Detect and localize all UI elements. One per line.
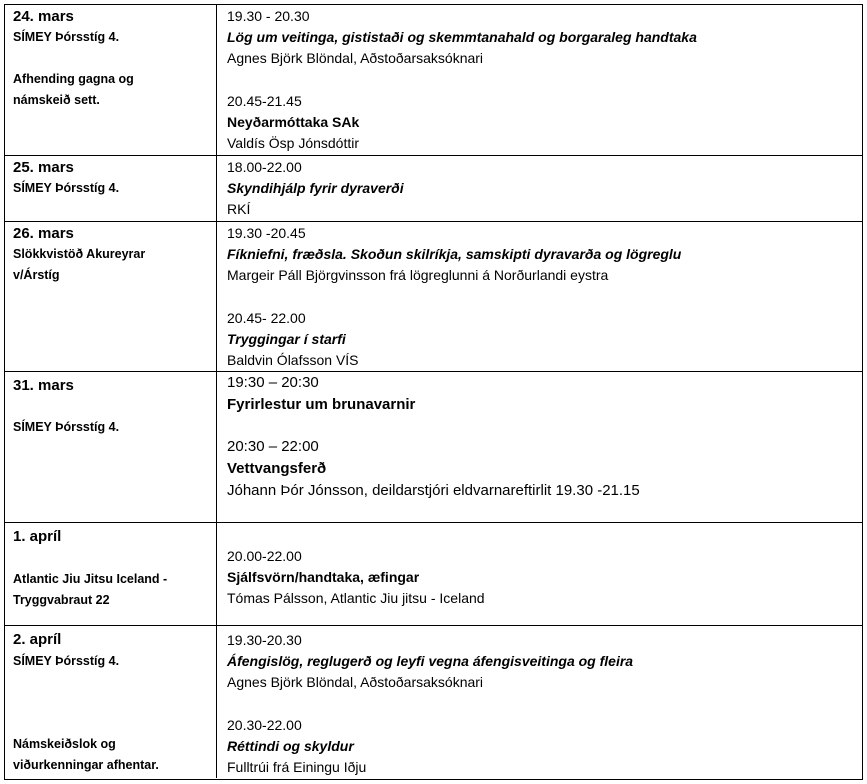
sessions-cell: [217, 156, 862, 221]
session-time: 18.00-22.00: [227, 159, 302, 175]
date-cell: [5, 626, 217, 778]
session-speaker: Agnes Björk Blöndal, Aðstoðarsaksóknari: [227, 674, 484, 690]
table-row: [5, 372, 862, 523]
note-line: Námskeiðslok og: [13, 737, 116, 751]
table-row: [5, 222, 862, 372]
location-label: SÍMEY Þórsstíg 4.: [13, 420, 120, 434]
date-label: 26. mars: [13, 225, 74, 242]
note-line: Afhending gagna og: [13, 72, 134, 86]
session-title: Tryggingar í starfi: [227, 331, 346, 347]
session-title: Áfengislög, reglugerð og leyfi vegna áfengisveitinga og fleira: [227, 653, 634, 669]
session-speaker: Tómas Pálsson, Atlantic Jiu jitsu - Iceland: [227, 590, 485, 606]
session-speaker: Margeir Páll Björgvinsson frá lögreglunni á Norðurlandi eystra: [227, 267, 609, 283]
table-row: [5, 156, 862, 222]
date-cell: [5, 156, 217, 221]
session-time: 20.45- 22.00: [227, 310, 306, 326]
session-time: 19.30 -20.45: [227, 225, 306, 241]
location-label: SÍMEY Þórsstíg 4.: [13, 30, 120, 44]
sessions-cell: [217, 523, 862, 625]
table-row: [5, 626, 862, 778]
date-cell: [5, 222, 217, 371]
date-label: 25. mars: [13, 159, 74, 176]
sessions-cell: [217, 222, 862, 371]
date-label: 24. mars: [13, 8, 74, 25]
sessions-cell: [217, 5, 862, 155]
date-label: 1. apríl: [13, 528, 62, 545]
location-label: Tryggvabraut 22: [13, 593, 110, 607]
session-time: 19.30-20.30: [227, 632, 302, 648]
table-row: [5, 523, 862, 626]
date-label: 31. mars: [13, 377, 74, 394]
session-title: Vettvangsferð: [227, 460, 327, 477]
date-cell: [5, 372, 217, 522]
session-title: Fíkniefni, fræðsla. Skoðun skilríkja, samskipti dyravarða og lögreglu: [227, 246, 682, 262]
note-line: námskeið sett.: [13, 93, 100, 107]
sessions-cell: [217, 372, 862, 522]
session-speaker: Jóhann Þór Jónsson, deildarstjóri eldvarnareftirlit 19.30 -21.15: [227, 482, 640, 499]
session-title: Fyrirlestur um brunavarnir: [227, 396, 416, 413]
session-speaker: Valdís Ösp Jónsdóttir: [227, 135, 360, 151]
location-label: Slökkvistöð Akureyrar: [13, 247, 146, 261]
session-speaker: RKÍ: [227, 201, 251, 217]
date-cell: [5, 5, 217, 155]
schedule-table: [4, 4, 863, 780]
session-time: 19.30 - 20.30: [227, 8, 310, 24]
session-speaker: Fulltrúi frá Einingu Iðju: [227, 759, 367, 775]
session-title: Lög um veitinga, gististaði og skemmtanahald og borgaraleg handtaka: [227, 29, 697, 45]
location-label: v/Árstíg: [13, 268, 60, 282]
session-title: Skyndihjálp fyrir dyraverði: [227, 180, 404, 196]
session-title: Neyðarmóttaka SAk: [227, 114, 360, 130]
date-cell: [5, 523, 217, 625]
session-time: 20.00-22.00: [227, 548, 302, 564]
session-time: 20:30 – 22:00: [227, 438, 319, 455]
table-row: [5, 5, 862, 156]
session-time: 19:30 – 20:30: [227, 374, 319, 391]
date-label: 2. apríl: [13, 631, 62, 648]
session-speaker: Baldvin Ólafsson VÍS: [227, 352, 359, 368]
session-title: Sjálfsvörn/handtaka, æfingar: [227, 569, 420, 585]
session-time: 20.45-21.45: [227, 93, 302, 109]
session-speaker: Agnes Björk Blöndal, Aðstoðarsaksóknari: [227, 50, 484, 66]
location-label: SÍMEY Þórsstíg 4.: [13, 181, 120, 195]
sessions-cell: [217, 626, 862, 778]
session-title: Réttindi og skyldur: [227, 738, 354, 754]
session-time: 20.30-22.00: [227, 717, 302, 733]
note-line: viðurkenningar afhentar.: [13, 758, 159, 772]
location-label: SÍMEY Þórsstíg 4.: [13, 654, 120, 668]
location-label: Atlantic Jiu Jitsu Iceland -: [13, 572, 168, 586]
